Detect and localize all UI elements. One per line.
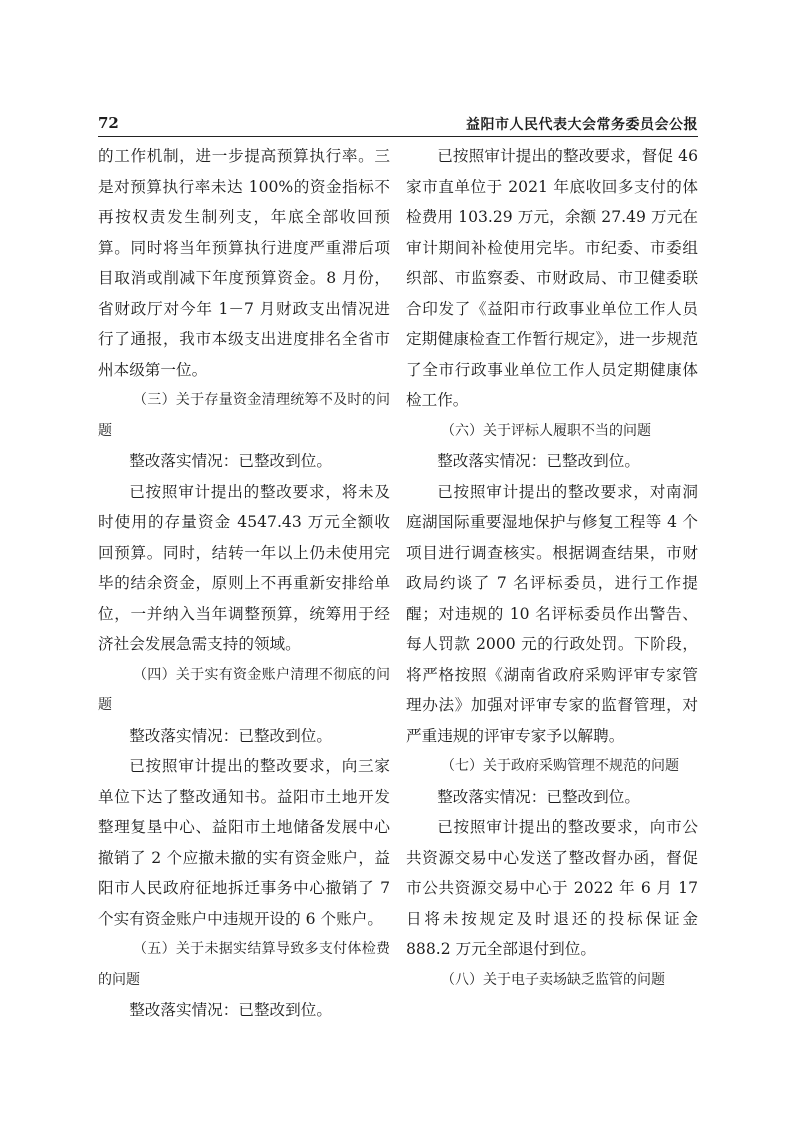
section-heading: （八）关于电子卖场缺乏监管的问题 bbox=[441, 971, 665, 988]
section-heading: （四）关于实有资金账户清理不彻底的问题 bbox=[98, 666, 390, 713]
paragraph: 已按照审计提出的整改要求，督促 46 家市直单位于 2021 年底收回多支付的体检费用 103.29 万元，余额 27.49 万元在审计期间补检使用完毕。市纪委、市委组织部、市监察委、市财政局、市卫健委联合印发了《益阳市行政事业单位工作人员定期健康检查工作暂行规定》，进一步规范了全市行政事业单位工作人员定期健康体检工作。 bbox=[406, 147, 698, 409]
paragraph: 整改落实情况：已整改到位。 bbox=[437, 452, 640, 470]
paragraph: 整改落实情况：已整改到位。 bbox=[129, 452, 332, 470]
paragraph: 的工作机制，进一步提高预算执行率。三是对预算执行率未达 100%的资金指标不再按权责发生制列支，年底全部收回预算。同时将当年预算执行进度严重滞后项目取消或削减下年度预算资金。8 月份，省财政厅对今年 1－7 月财政支出情况进行了通报，我市本级支出进度排名全省市州本级第一位。 bbox=[98, 147, 390, 379]
paragraph: 整改落实情况：已整改到位。 bbox=[129, 726, 332, 745]
page-header bbox=[98, 110, 698, 136]
right-column bbox=[406, 141, 698, 995]
header-rule bbox=[98, 136, 698, 137]
section-heading: （三）关于存量资金清理统筹不及时的问题 bbox=[98, 392, 390, 439]
page-number: 72 bbox=[98, 114, 119, 132]
paragraph: 已按照审计提出的整改要求，将未及时使用的存量资金 4547.43 万元全额收回预算。同时，结转一年以上仍未使用完毕的结余资金，原则上不再重新安排给单位，一并纳入当年调整预算，统筹用于经济社会发展急需支持的领域。 bbox=[98, 482, 390, 653]
section-heading: （六）关于评标人履职不当的问题 bbox=[441, 422, 651, 439]
paragraph: 已按照审计提出的整改要求，向市公共资源交易中心发送了整改督办函，督促市公共资源交易中心于 2022 年 6 月 17 日将未按规定及时退还的投标保证金 888.2 万元全部退付到位。 bbox=[406, 818, 698, 958]
section-heading: （七）关于政府采购管理不规范的问题 bbox=[441, 758, 679, 774]
paragraph: 已按照审计提出的整改要求，对南洞庭湖国际重要湿地保护与修复工程等 4 个项目进行调查核实。根据调查结果，市财政局约谈了 7 名评标委员，进行工作提醒；对违规的 10 名评标委员作出警告、每人罚款 2000 元的行政处罚。下阶段，将严格按照《湖南省政府采购评审专家管理办法》加强对评审专家的监督管理，对严重违规的评审专家予以解聘。 bbox=[406, 482, 698, 745]
paragraph: 整改落实情况：已整改到位。 bbox=[437, 787, 640, 806]
paragraph: 已按照审计提出的整改要求，向三家单位下达了整改通知书。益阳市土地开发整理复垦中心、益阳市土地储备发展中心撤销了 2 个应撤未撤的实有资金账户，益阳市人民政府征地拆迁事务中心撤销了 7 个实有资金账户中违规开设的 6 个账户。 bbox=[98, 757, 390, 928]
left-column bbox=[98, 141, 390, 1026]
paragraph: 整改落实情况：已整改到位。 bbox=[129, 1001, 332, 1019]
journal-title: 益阳市人民代表大会常务委员会公报 bbox=[466, 117, 698, 133]
section-heading: （五）关于未据实结算导致多支付体检费的问题 bbox=[98, 941, 390, 988]
